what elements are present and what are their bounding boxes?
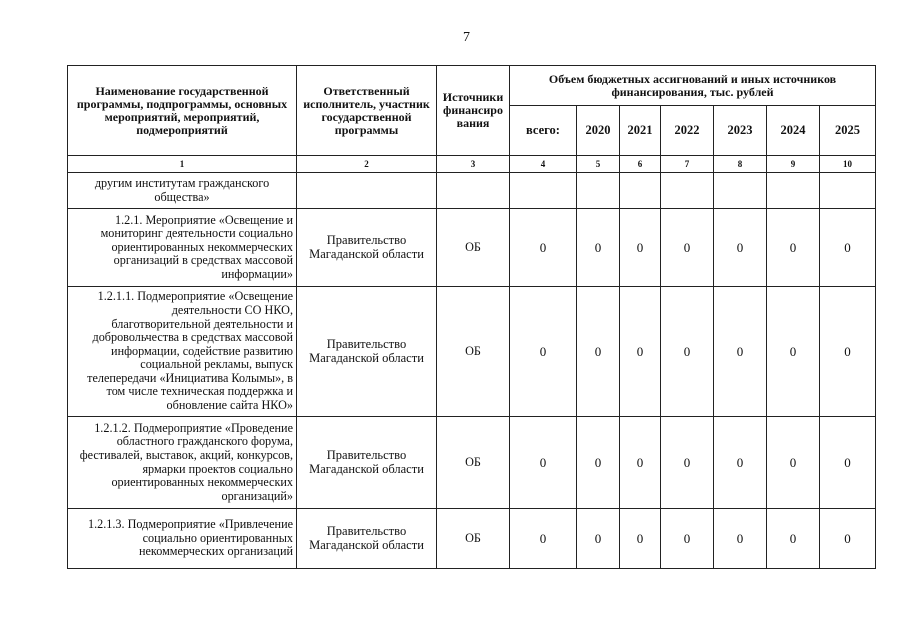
row-value: 0: [767, 509, 820, 569]
header-responsible: Ответственный исполнитель, участник государственной программы: [297, 66, 437, 156]
column-number: 4: [510, 156, 577, 173]
row-value: 0: [510, 509, 577, 569]
row-value: 0: [577, 417, 620, 509]
row-name: 1.2.1.3. Подмероприятие «Привлечение социально ориентированных некоммерческих организаций: [68, 509, 297, 569]
row-value: [661, 173, 714, 209]
row-responsible: Правительство Магаданской области: [297, 287, 437, 417]
header-year: 2021: [620, 106, 661, 156]
column-number: 5: [577, 156, 620, 173]
row-value: 0: [714, 287, 767, 417]
row-name: 1.2.1.1. Подмероприятие «Освещение деятельности СО НКО, благотворительной деятельности и добровольчества в средствах массовой информации, содействие развитию социальной рекламы, выпуск телепередачи «Инициатива Колымы», в том числе техническая поддержка и обновление сайта НКО»: [68, 287, 297, 417]
table-row: [68, 287, 876, 417]
row-value: 0: [510, 209, 577, 287]
table-row: [68, 173, 876, 209]
row-responsible: Правительство Магаданской области: [297, 417, 437, 509]
row-value: 0: [620, 509, 661, 569]
page-number: 7: [463, 30, 470, 45]
header-name: Наименование государственной программы, подпрограммы, основных мероприятий, мероприятий, подмероприятий: [68, 66, 297, 156]
header-row: [68, 66, 876, 106]
table-row: [68, 417, 876, 509]
row-value: [767, 173, 820, 209]
row-value: [577, 173, 620, 209]
header-year: 2023: [714, 106, 767, 156]
header-year: 2024: [767, 106, 820, 156]
header-volume: Объем бюджетных ассигнований и иных источников финансирования, тыс. рублей: [510, 66, 876, 106]
column-number: 8: [714, 156, 767, 173]
row-value: 0: [767, 417, 820, 509]
column-number: 7: [661, 156, 714, 173]
row-responsible: Правительство Магаданской области: [297, 209, 437, 287]
row-responsible: Правительство Магаданской области: [297, 509, 437, 569]
row-value: 0: [661, 209, 714, 287]
column-number: 6: [620, 156, 661, 173]
row-value: 0: [820, 509, 876, 569]
row-value: 0: [620, 209, 661, 287]
column-number: 9: [767, 156, 820, 173]
row-source: ОБ: [437, 287, 510, 417]
row-value: 0: [714, 509, 767, 569]
column-number: 10: [820, 156, 876, 173]
row-value: 0: [577, 509, 620, 569]
header-year: 2022: [661, 106, 714, 156]
column-number: 3: [437, 156, 510, 173]
header-sources: Источники финансиро вания: [437, 66, 510, 156]
column-numbers-row: [68, 156, 876, 173]
row-value: 0: [714, 417, 767, 509]
row-responsible: [297, 173, 437, 209]
header-total: всего:: [510, 106, 577, 156]
row-value: 0: [661, 417, 714, 509]
row-value: 0: [820, 417, 876, 509]
row-value: 0: [510, 417, 577, 509]
row-name: 1.2.1. Мероприятие «Освещение и мониторинг деятельности социально ориентированных некоммерческих организаций в средствах массовой информации»: [68, 209, 297, 287]
row-value: [620, 173, 661, 209]
row-value: 0: [767, 287, 820, 417]
column-number: 1: [68, 156, 297, 173]
row-value: 0: [510, 287, 577, 417]
row-value: [820, 173, 876, 209]
row-name: другим институтам гражданского общества»: [68, 173, 297, 209]
header-year: 2020: [577, 106, 620, 156]
header-year: 2025: [820, 106, 876, 156]
row-value: 0: [820, 209, 876, 287]
row-value: 0: [620, 287, 661, 417]
table-row: [68, 209, 876, 287]
row-value: [510, 173, 577, 209]
table-row: [68, 509, 876, 569]
row-value: 0: [661, 509, 714, 569]
row-name: 1.2.1.2. Подмероприятие «Проведение областного гражданского форума, фестивалей, выставок, акций, конкурсов, ярмарки проектов социально ориентированных некоммерческих организаций»: [68, 417, 297, 509]
row-source: ОБ: [437, 417, 510, 509]
row-value: 0: [620, 417, 661, 509]
row-value: 0: [577, 209, 620, 287]
row-source: ОБ: [437, 209, 510, 287]
row-value: 0: [820, 287, 876, 417]
budget-table: [67, 65, 876, 569]
column-number: 2: [297, 156, 437, 173]
row-value: 0: [661, 287, 714, 417]
row-value: 0: [577, 287, 620, 417]
row-source: [437, 173, 510, 209]
row-value: 0: [714, 209, 767, 287]
row-source: ОБ: [437, 509, 510, 569]
row-value: 0: [767, 209, 820, 287]
row-value: [714, 173, 767, 209]
